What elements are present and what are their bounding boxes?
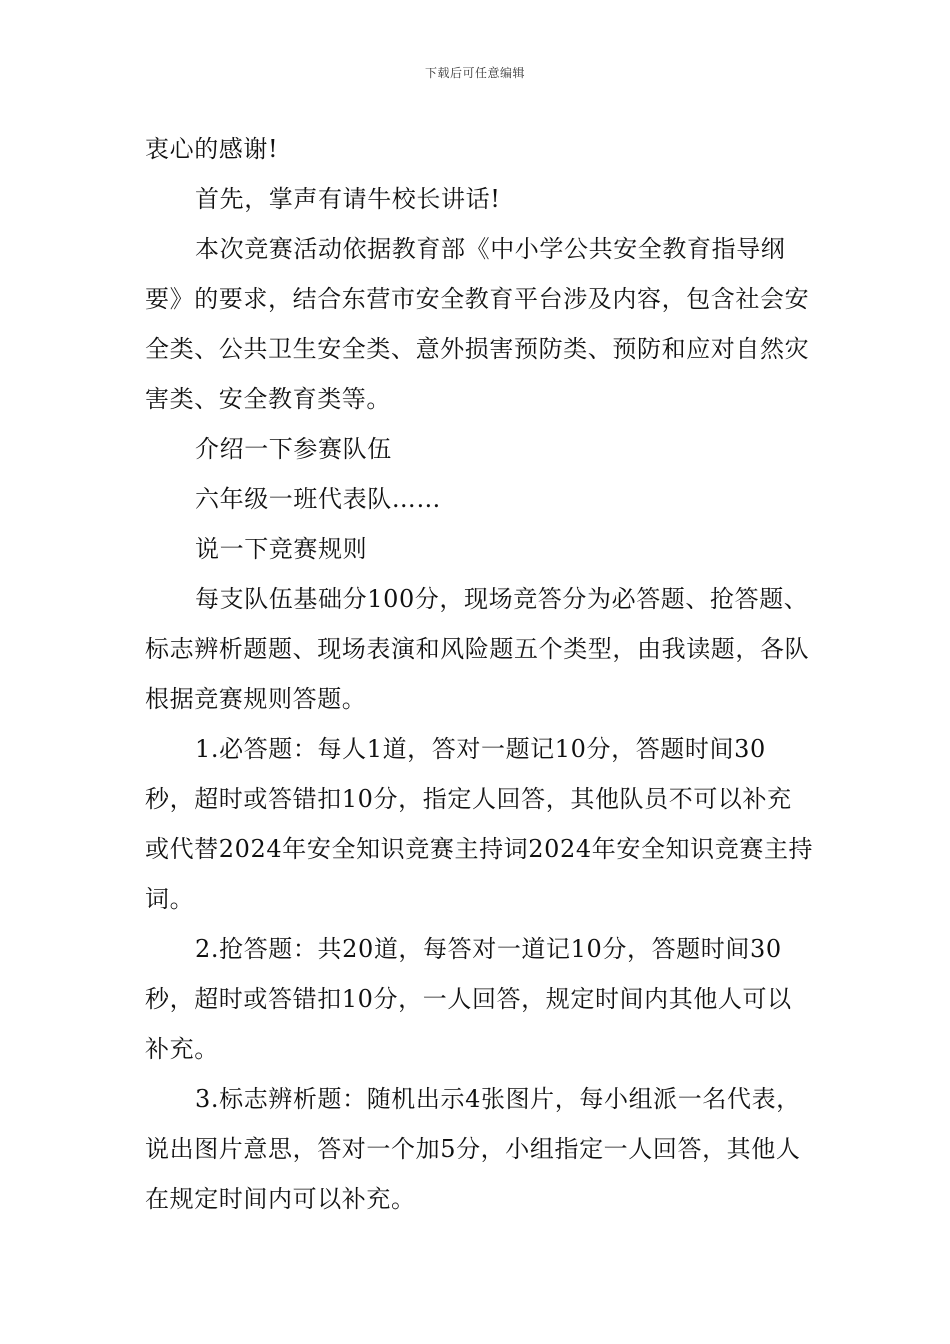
paragraph-scoring-overview: 每支队伍基础分100分，现场竞答分为必答题、抢答题、标志辨析题题、现场表演和风险题五个类型，由我读题，各队根据竞赛规则答题。 — [145, 585, 810, 713]
paragraph-team-name: 六年级一班代表队…… — [195, 485, 441, 513]
document-body — [145, 124, 815, 1224]
paragraph-rule-sign-recognition: 3.标志辨析题：随机出示4张图片，每小组派一名代表，说出图片意思，答对一个加5分，小组指定一人回答，其他人在规定时间内可以补充。 — [145, 1085, 801, 1213]
paragraph-competition-basis: 本次竞赛活动依据教育部《中小学公共安全教育指导纲要》的要求，结合东营市安全教育平台涉及内容，包含社会安全类、公共卫生安全类、意外损害预防类、预防和应对自然灾害类、安全教育类等。 — [145, 235, 810, 413]
paragraph-rules-heading: 说一下竞赛规则 — [195, 535, 368, 563]
paragraph-introduce-teams: 介绍一下参赛队伍 — [195, 435, 392, 463]
paragraph-closing-thanks: 衷心的感谢! — [145, 135, 279, 163]
paragraph-rule-required-questions: 1.必答题：每人1道，答对一题记10分，答题时间30秒，超时或答错扣10分，指定人回答，其他队员不可以补充或代替2024年安全知识竞赛主持词2024年安全知识竞赛主持词。 — [145, 735, 814, 913]
paragraph-principal-speech: 首先，掌声有请牛校长讲话! — [195, 185, 501, 213]
page-header: 下载后可任意编辑 — [424, 66, 525, 80]
paragraph-rule-quick-answer: 2.抢答题：共20道，每答对一道记10分，答题时间30秒，超时或答错扣10分，一人回答，规定时间内其他人可以补充。 — [145, 935, 792, 1063]
